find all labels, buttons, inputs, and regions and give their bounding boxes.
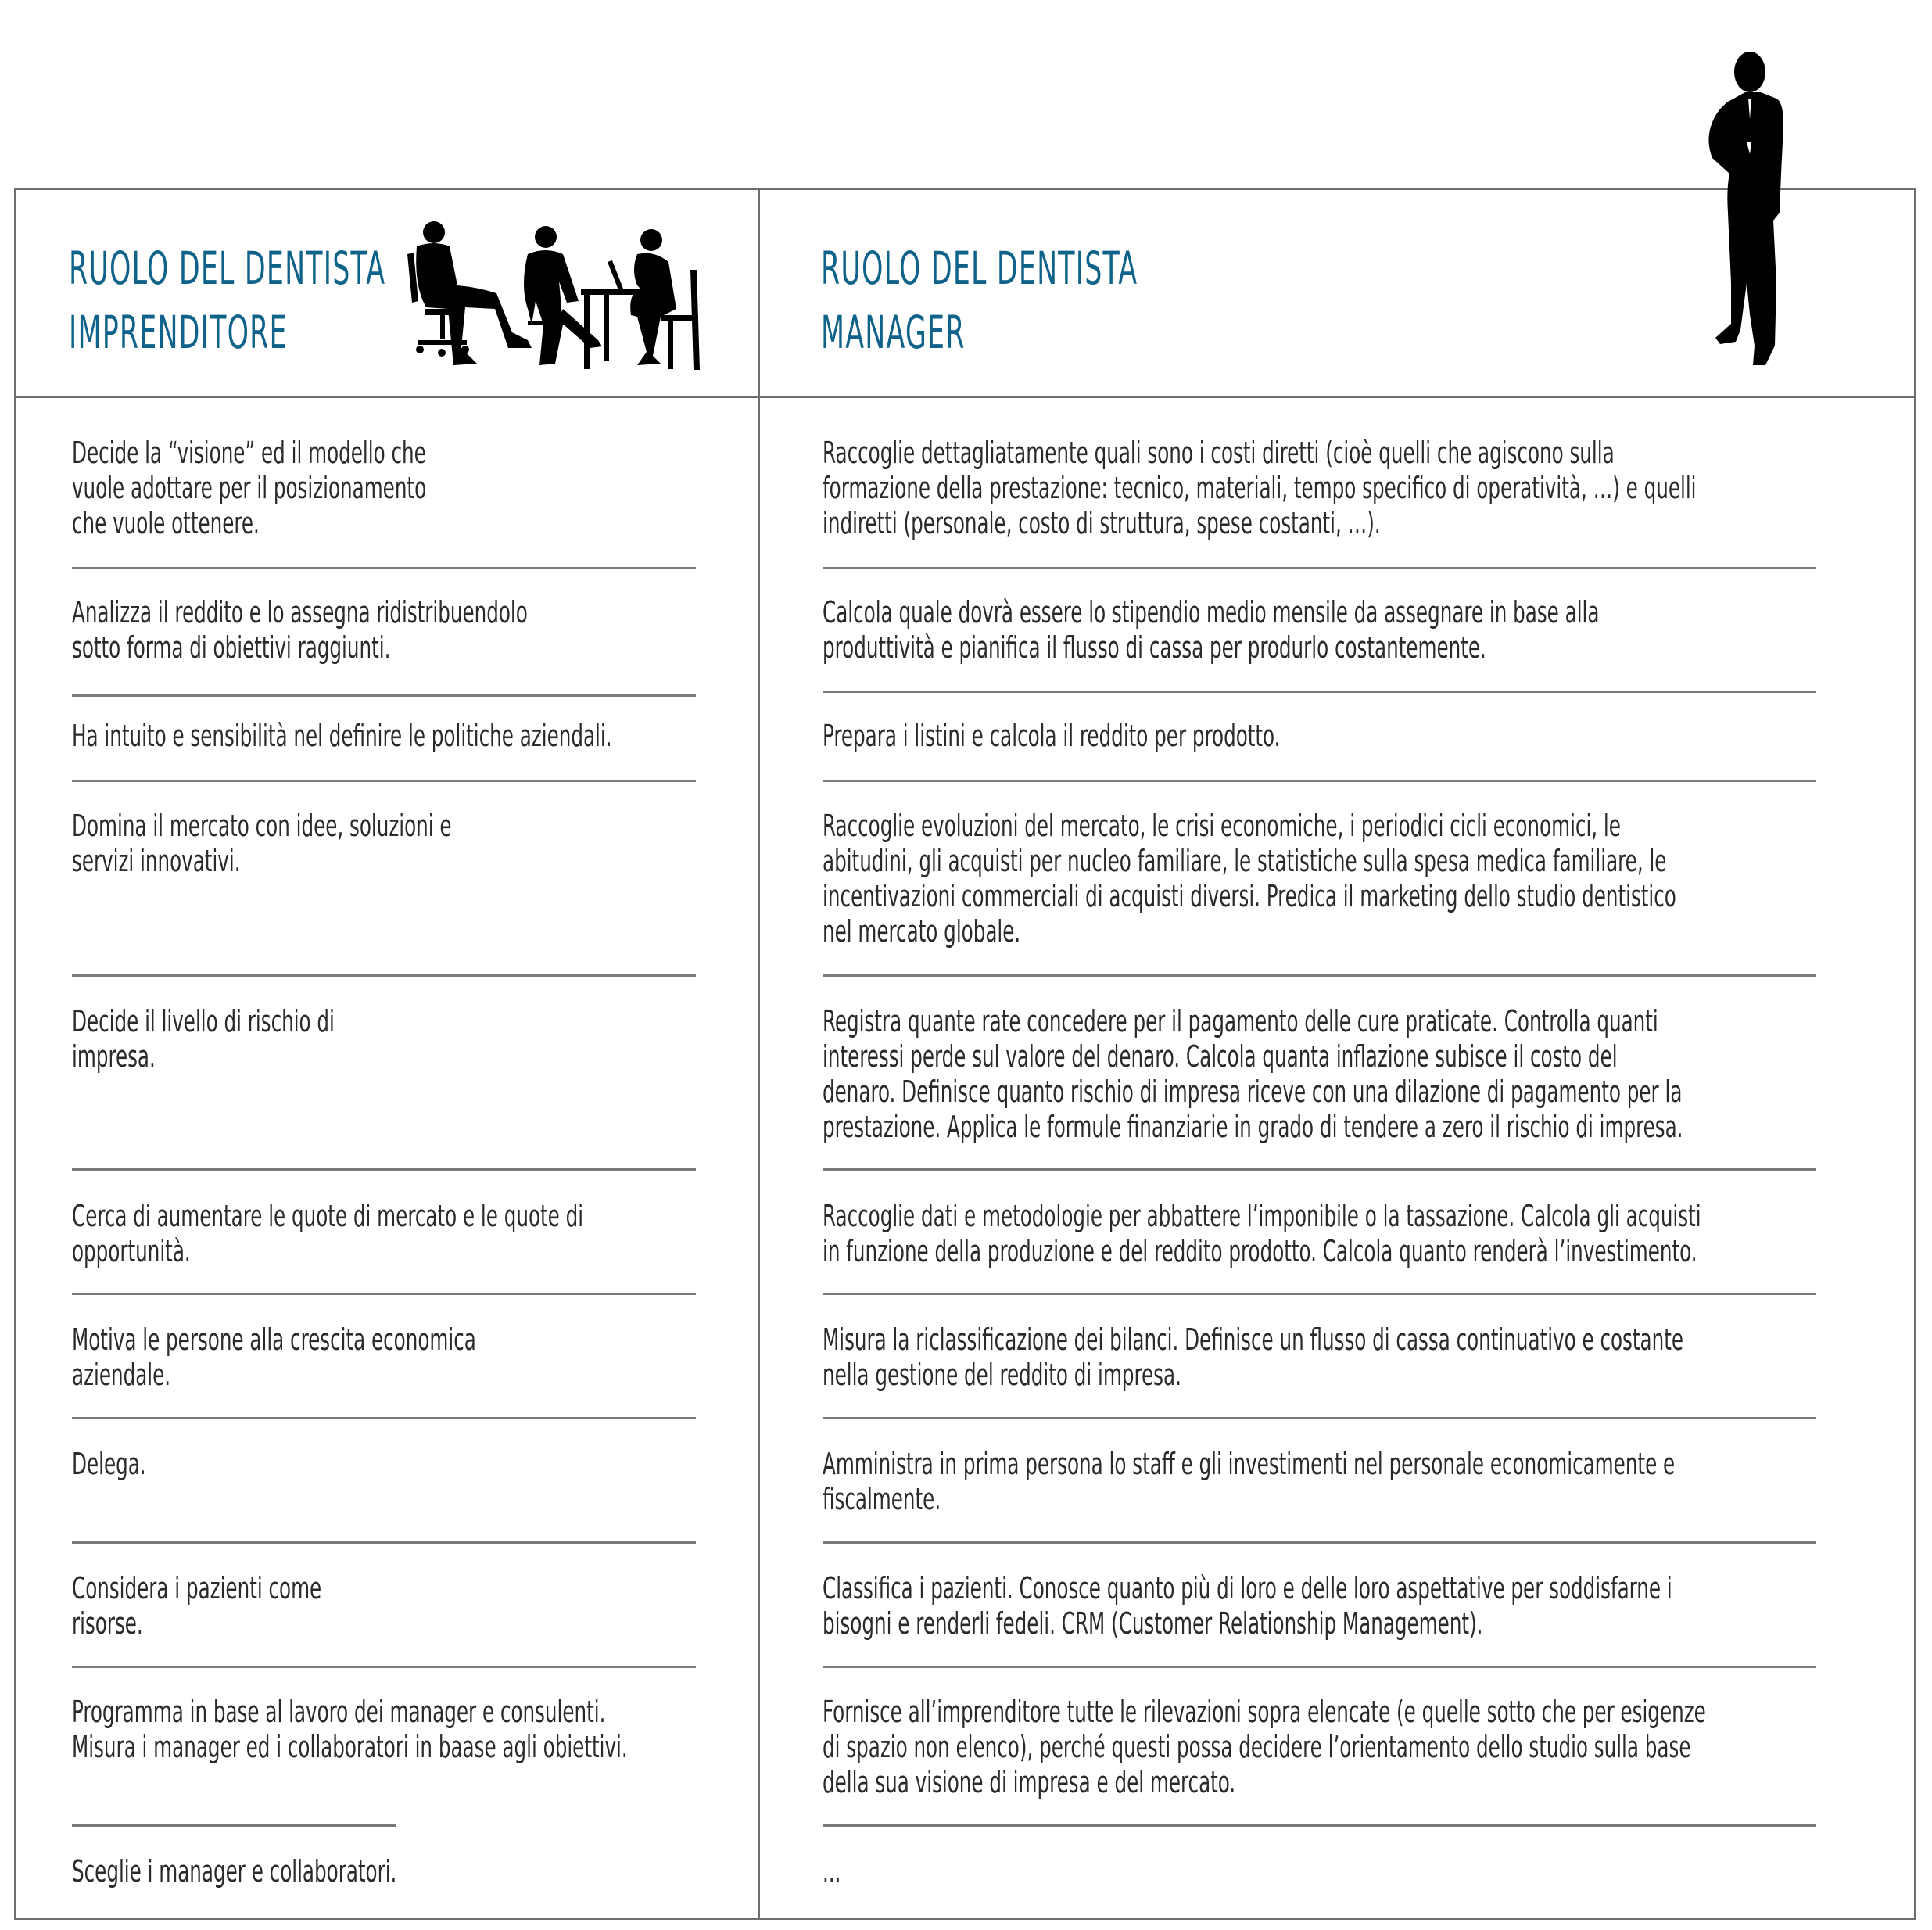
row-divider (72, 1666, 696, 1668)
businessman-silhouette-icon (1704, 48, 1806, 369)
row-divider (72, 1417, 696, 1419)
imprenditore-item: Programma in base al lavoro dei manager e consulenti. Misura i manager ed i collaboratori in baase agli obiettivi. (72, 1695, 628, 1764)
row-divider (823, 567, 1816, 569)
manager-item: ... (823, 1854, 841, 1889)
imprenditore-item: Delega. (72, 1447, 146, 1481)
header-imprenditore-line2: IMPRENDITORE (69, 306, 288, 359)
manager-item: Raccoglie dati e metodologie per abbattere l’imponibile o la tassazione. Calcola gli acquisti in funzione della produzione e del reddito prodotto. Calcola quanto renderà l’investimento. (823, 1199, 1701, 1268)
row-divider (823, 1168, 1816, 1171)
imprenditore-item: Decide il livello di rischio di impresa. (72, 1004, 335, 1074)
manager-item: Raccoglie evoluzioni del mercato, le crisi economiche, i periodici cicli economici, le abitudini, gli acquisti per nucleo familiare, le statistiche sulla spesa medica familiare, le incentivazioni commerciali di acquisti diversi. Predica il marketing dello studio dentistico nel mercato globale. (823, 809, 1676, 949)
row-divider (72, 1293, 696, 1295)
manager-item: Registra quante rate concedere per il pagamento delle cure praticate. Controlla quanti interessi perde sul valore del denaro. Calcola quanta inflazione subisce il costo del denaro. Definisce quanto rischio di impresa riceve con una dilazione di pagamento per la prestazione. Applica le formule finanziarie in grado di tendere a zero il rischio di impresa. (823, 1004, 1683, 1144)
row-divider (823, 691, 1816, 693)
imprenditore-item: Sceglie i manager e collaboratori. (72, 1854, 397, 1889)
header-divider (14, 396, 1916, 398)
row-divider (72, 974, 696, 977)
row-divider (823, 1824, 1816, 1827)
header-manager-line2: MANAGER (821, 306, 966, 359)
row-divider (72, 1824, 396, 1827)
imprenditore-item: Decide la “visione” ed il modello che vuole adottare per il posizionamento che vuole ottenere. (72, 436, 427, 540)
imprenditore-item: Analizza il reddito e lo assegna ridistribuendolo sotto forma di obiettivi raggiunti. (72, 595, 528, 665)
imprenditore-item: Cerca di aumentare le quote di mercato e le quote di opportunità. (72, 1199, 584, 1268)
imprenditore-item: Domina il mercato con idee, soluzioni e servizi innovativi. (72, 809, 452, 878)
header-imprenditore (69, 236, 385, 364)
row-divider (823, 1293, 1816, 1295)
row-divider (823, 1417, 1816, 1419)
manager-item: Calcola quale dovrà essere lo stipendio medio mensile da assegnare in base alla produttività e pianifica il flusso di cassa per produrlo costantemente. (823, 595, 1600, 665)
row-divider (823, 974, 1816, 977)
imprenditore-item: Ha intuito e sensibilità nel definire le politiche aziendali. (72, 719, 612, 753)
row-divider (823, 780, 1816, 782)
header-manager (821, 236, 1138, 364)
header-manager-line1: RUOLO DEL DENTISTA (821, 242, 1138, 295)
row-divider (72, 1541, 696, 1544)
manager-item: Classifica i pazienti. Conosce quanto più di loro e delle loro aspettative per soddisfarne i bisogni e renderli fedeli. CRM (Customer Relationship Management). (823, 1571, 1672, 1641)
imprenditore-item: Considera i pazienti come risorse. (72, 1571, 322, 1641)
meeting-silhouette-icon (403, 215, 712, 371)
manager-item: Misura la riclassificazione dei bilanci. Definisce un flusso di cassa continuativo e costante nella gestione del reddito di impresa. (823, 1322, 1683, 1392)
row-divider (72, 567, 696, 569)
imprenditore-item: Motiva le persone alla crescita economica aziendale. (72, 1322, 476, 1392)
row-divider (823, 1541, 1816, 1544)
manager-item: Fornisce all’imprenditore tutte le rilevazioni sopra elencate (e quelle sotto che per esigenze di spazio non elenco), perché questi possa decidere l’orientamento dello studio sulla base della sua visione di impresa e del mercato. (823, 1695, 1706, 1799)
row-divider (72, 694, 696, 697)
row-divider (823, 1666, 1816, 1668)
column-divider (758, 188, 760, 1920)
row-divider (72, 1168, 696, 1171)
manager-item: Raccoglie dettagliatamente quali sono i costi diretti (cioè quelli che agiscono sulla formazione della prestazione: tecnico, materiali, tempo specifico di operatività, …) e quelli indiretti (personale, costo di struttura, spese costanti, …). (823, 436, 1697, 540)
header-imprenditore-line1: RUOLO DEL DENTISTA (69, 242, 386, 295)
row-divider (72, 780, 696, 782)
manager-item: Prepara i listini e calcola il reddito per prodotto. (823, 719, 1281, 753)
manager-item: Amministra in prima persona lo staff e gli investimenti nel personale economicamente e fiscalmente. (823, 1447, 1676, 1516)
